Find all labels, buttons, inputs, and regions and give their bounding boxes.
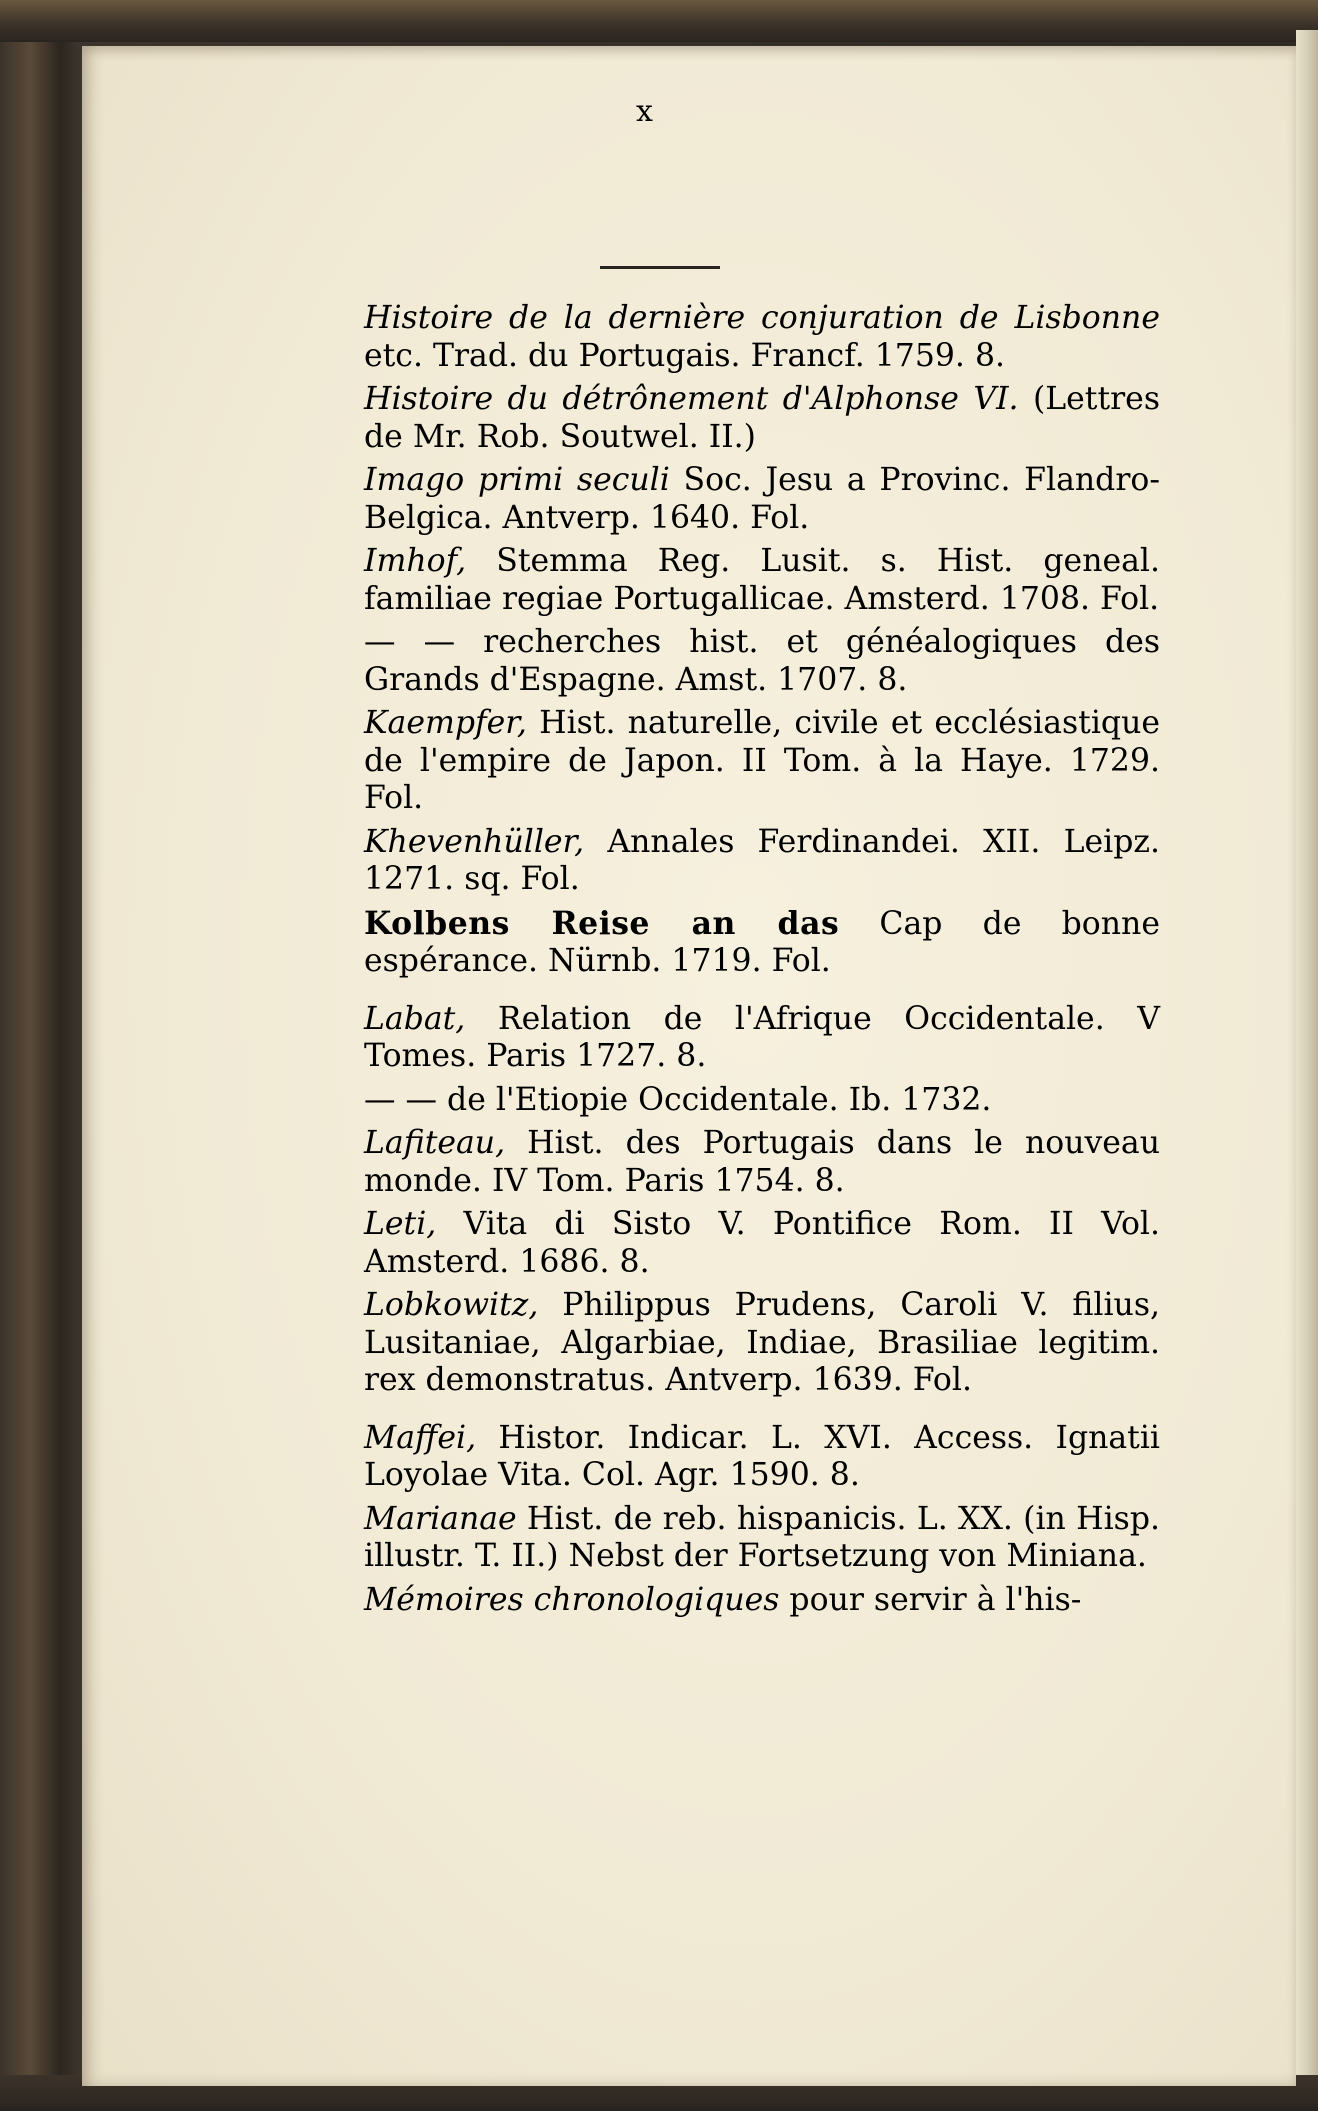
entry-author: Lobkowitz, (364, 1287, 539, 1323)
entry-text: etc. Trad. du Portugais. Francf. 1759. 8. (364, 337, 1005, 374)
bibliography-entry (364, 462, 1160, 537)
entry-text: recherches hist. et généalogiques des Grands d'Espagne. Amst. 1707. 8. (364, 624, 1161, 698)
entry-text: Hist. naturelle, civile et ecclésiastique de l'empire de Japon. II Tom. à la Haye. 1729. Fol. (364, 705, 1160, 816)
bibliography-entry (364, 300, 1160, 375)
entry-text: pour servir à l'his- (779, 1581, 1082, 1618)
book-binding-top (0, 0, 1318, 42)
page-edges (1296, 30, 1318, 2090)
bibliography-entry (364, 905, 1160, 981)
entry-author: Labat, (364, 1000, 466, 1037)
bibliography-list (364, 300, 1160, 1619)
entry-text: Annales Ferdinandei. XII. Leipz. 1271. sq. Fol. (364, 823, 1160, 897)
bibliography-entry (364, 1287, 1160, 1400)
entry-text: (Lettres de Mr. Rob. Soutwel. II.) (364, 381, 1160, 455)
bibliography-entry (364, 1001, 1160, 1076)
header-rule (600, 266, 720, 269)
bibliography-entry (364, 1501, 1160, 1576)
entry-author: Imago primi seculi (364, 462, 670, 498)
bibliography-entry (364, 1582, 1160, 1620)
entry-author: Leti, (364, 1206, 437, 1242)
entry-text: Vita di Sisto V. Pontifice Rom. II Vol. Amsterd. 1686. 8. (364, 1206, 1160, 1280)
entry-author: Marianae (364, 1500, 517, 1537)
entry-text: Relation de l'Afrique Occidentale. V Tomes. Paris 1727. 8. (364, 1000, 1160, 1074)
bibliography-entry (364, 1420, 1160, 1495)
bibliography-entry (364, 1125, 1160, 1200)
entry-author: Maffei, (364, 1419, 477, 1456)
entry-text: Philippus Prudens, Caroli V. filius, Lusitaniae, Algarbiae, Indiae, Brasiliae legitim. rex demonstratus. Antverp. 1639. Fol. (364, 1287, 1160, 1398)
bibliography-entry (364, 624, 1160, 699)
entry-author: Kaempfer, (364, 705, 527, 741)
bibliography-entry (364, 1082, 1160, 1120)
entry-author: Histoire de la dernière conjuration de Lisbonne (364, 300, 1160, 336)
entry-text: Hist. des Portugais dans le nouveau monde. IV Tom. Paris 1754. 8. (364, 1125, 1160, 1199)
page-number: x (636, 94, 654, 129)
entry-author: Lafiteau, (364, 1125, 506, 1161)
entry-author: Mémoires chronologiques (364, 1581, 780, 1618)
entry-text: Soc. Jesu a Provinc. Flandro-Belgica. Antverp. 1640. Fol. (364, 462, 1161, 536)
bibliography-entry (364, 824, 1160, 899)
entry-author: Imhof, (364, 543, 467, 579)
bibliography-entry (364, 1206, 1160, 1281)
entry-author: Khevenhüller, (364, 823, 585, 860)
entry-author: — — (364, 1081, 438, 1118)
bibliography-entry (364, 381, 1160, 456)
bibliography-entry (364, 705, 1160, 818)
entry-text: Stemma Reg. Lusit. s. Hist. geneal. familiae regiae Portugallicae. Amsterd. 1708. Fol. (364, 543, 1160, 617)
entry-text: Hist. de reb. hispanicis. L. XX. (in Hisp. illustr. T. II.) Nebst der Fortsetzung von Miniana. (364, 1500, 1160, 1574)
entry-author: — — (364, 624, 456, 660)
entry-author: Histoire du détrônement d'Alphonse VI. (364, 381, 1019, 417)
entry-text: de l'Etiopie Occidentale. Ib. 1732. (437, 1081, 992, 1118)
bibliography-entry (364, 543, 1160, 618)
entry-author: Kolbens Reise an das (364, 904, 840, 942)
entry-text: Cap de bonne espérance. Nürnb. 1719. Fol. (364, 905, 1160, 979)
entry-text: Histor. Indicar. L. XVI. Access. Ignatii Loyolae Vita. Col. Agr. 1590. 8. (364, 1419, 1160, 1493)
